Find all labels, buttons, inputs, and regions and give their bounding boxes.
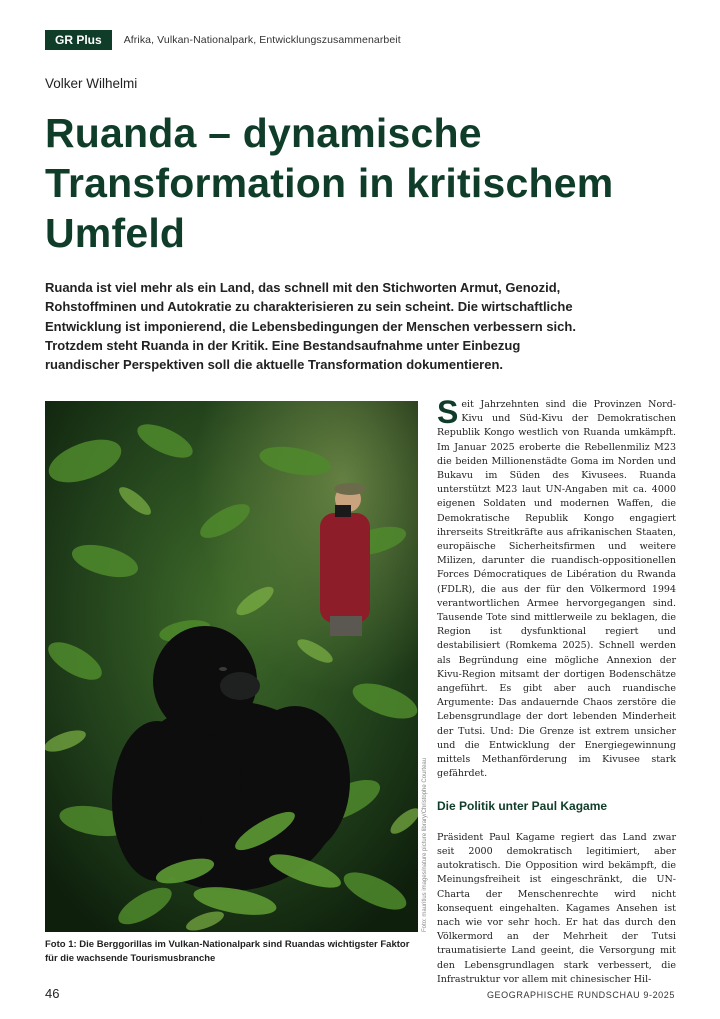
- article-lead: Ruanda ist viel mehr als ein Land, das schnell mit den Stichworten Armut, Genozid, Rohstoffminen und Autokratie zu charakterisieren zu sein scheint. Die wirtschaftliche Entwicklung ist imponierend, die Lebensbedingungen der Menschen verbessern sich. Trotzdem steht Ruanda in der Kritik. Eine Bestandsaufnahme unter Einbezug ruandischer Perspektiven soll die aktuelle Transformation dokumentieren.: [45, 280, 576, 373]
- drop-cap: S: [437, 394, 459, 430]
- author-name: Volker Wilhelmi: [45, 76, 138, 91]
- photo-caption: Foto 1: Die Berggorillas im Vulkan-Nationalpark sind Ruandas wichtigster Faktor für die wachsende Tourismusbranche: [45, 939, 410, 964]
- article-header: [45, 30, 401, 50]
- gorilla-photo: [45, 401, 418, 932]
- page-number: 46: [45, 986, 60, 1001]
- article-title: Ruanda – dynamische Transformation in kritischem Umfeld: [45, 110, 614, 256]
- photo-credit: Foto: mauritius images/nature picture library/Christophe Courteau: [422, 757, 428, 932]
- journal-name: GEOGRAPHISCHE RUNDSCHAU 9-2025: [486, 990, 675, 1000]
- article-keywords: Afrika, Vulkan-Nationalpark, Entwicklungszusammenarbeit: [123, 34, 401, 46]
- body-column: [437, 394, 676, 987]
- body-paragraph-1: [437, 394, 676, 781]
- paragraph-1-text: eit Jahrzehnten sind die Provinzen Nord-Kivu und Süd-Kivu der Demokratischen Republik Kongo westlich von Ruanda umkämpft. Im Januar 2025 eroberte die Rebellenmiliz M23 die beiden Millionenstädte Goma im Norden und Bukavu im Süden des Kivusees. Ruanda unterstützt M23 laut UN-Angaben mit ca. 4000 eigenen Soldaten und modernen Waffen, die Demokratische Republik Kongo engagiert ihrerseits Streitkräfte aus afrikanischen Staaten, europäische Sicherheitsfirmen und weitere Milizen, darunter die ruandisch-oppositionellen Forces Démocratiques de Libération du Rwanda (FDLR), die aus der für den Völkermord 1994 verantwortlichen Armee hervorgegangen sind. Tausende Tote sind mittlerweile zu beklagen, die Region ist dysfunktional regiert und destabilisiert (Romkema 2025). Schnell werden als Begründung eine mögliche Annexion der Kivu-Region mitsamt der dortigen Bodenschätze angeführt. Es gibt aber auch ruandische Argumente: Das andauernde Chaos zerstöre die Lebensgrundlage der dort lebenden Minderheit der Tutsi. Und: Die Grenze ist extrem unsicher und die Entwicklung der Energiegewinnung mittels Methanförderung im Kivusee stark gefährdet.: [437, 399, 676, 780]
- gr-plus-badge: GR Plus: [45, 30, 112, 50]
- section-heading: Die Politik unter Paul Kagame: [437, 799, 608, 814]
- body-paragraph-2: Präsident Paul Kagame regiert das Land zwar seit 2000 demokratisch legitimiert, aber autokratisch. Die Opposition wird bekämpft, die Meinungsfreiheit ist eingeschränkt, die UN-Charta der Menschenrechte wird nicht konsequent eingehalten. Kagames Ansehen ist nach wie vor sehr hoch. Er hat das durch den Völkermord an der Mehrheit der Tutsi traumatisierte Land geeint, die Versorgung mit den Lebensgrundlagen stark verbessert, die Infrastruktur vor allem mit chinesischer Hil-: [437, 831, 676, 985]
